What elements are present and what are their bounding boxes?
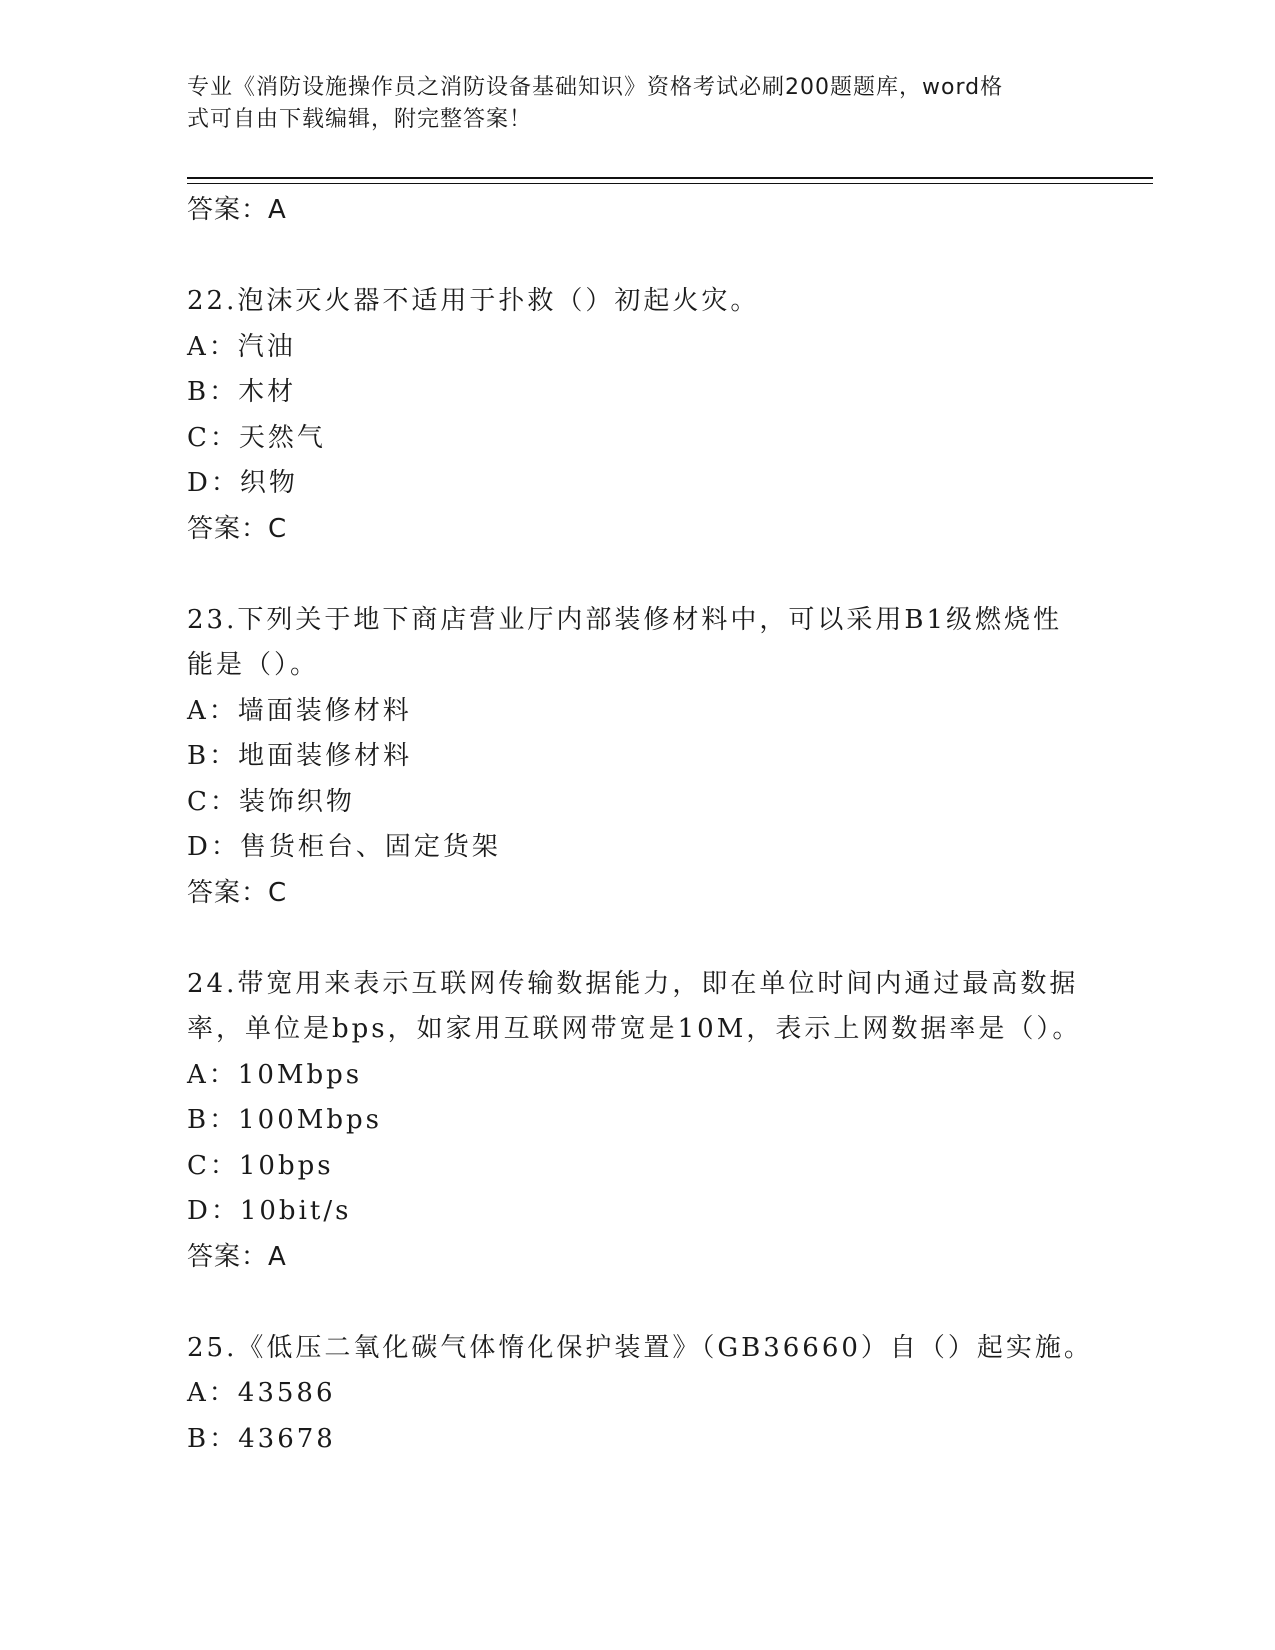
answer-line: 答案：C <box>187 513 288 544</box>
option-a: A：43586 <box>187 1378 336 1408</box>
answer-line: 答案：C <box>187 877 288 908</box>
question-stem-continued: 能是（）。 <box>187 650 320 680</box>
spacer <box>187 1280 1087 1326</box>
previous-answer: 答案：A <box>187 195 287 225</box>
option-c: C：10bps <box>187 1150 334 1181</box>
question-25 <box>187 1326 1093 1463</box>
option-d: D：织物 <box>187 468 298 498</box>
question-24 <box>187 962 1087 1281</box>
question-stem: 22.泡沫灭火器不适用于扑救（）初起火灾。 <box>187 286 760 316</box>
option-b: B：木材 <box>187 377 297 407</box>
question-23 <box>187 598 1087 917</box>
header-line-1: 专业《消防设施操作员之消防设备基础知识》资格考试必刷200题题库，word格 <box>187 75 1004 100</box>
option-b: B：100Mbps <box>187 1105 382 1135</box>
spacer <box>187 552 1087 598</box>
question-stem: 24.带宽用来表示互联网传输数据能力，即在单位时间内通过最高数据 <box>187 968 1079 999</box>
question-22 <box>187 279 1087 552</box>
option-c: C：装饰织物 <box>187 786 355 817</box>
header-line-2: 式可自由下载编辑，附完整答案！ <box>187 107 533 132</box>
header-divider-thick <box>187 177 1153 179</box>
option-a: A：汽油 <box>187 331 296 362</box>
option-b: B：地面装修材料 <box>187 741 413 771</box>
option-b: B：43678 <box>187 1423 336 1454</box>
option-c: C：天然气 <box>187 422 326 453</box>
option-a: A：10Mbps <box>187 1059 363 1090</box>
header-divider-thin <box>187 183 1153 184</box>
answer-line: 答案：A <box>187 1241 287 1272</box>
option-a: A：墙面装修材料 <box>187 695 412 726</box>
document-body <box>187 188 1093 1462</box>
spacer <box>187 234 1087 280</box>
option-d: D：10bit/s <box>187 1196 352 1226</box>
spacer <box>187 916 1087 962</box>
question-stem: 23.下列关于地下商店营业厅内部装修材料中，可以采用B1级燃烧性 <box>187 604 1062 635</box>
document-header <box>187 72 1067 136</box>
question-stem: 25.《低压二氧化碳气体惰化保护装置》（GB36660）自（）起实施。 <box>187 1332 1093 1363</box>
option-d: D：售货柜台、固定货架 <box>187 832 501 862</box>
question-stem-continued: 率，单位是bps，如家用互联网带宽是10M，表示上网数据率是（）。 <box>187 1014 1082 1044</box>
